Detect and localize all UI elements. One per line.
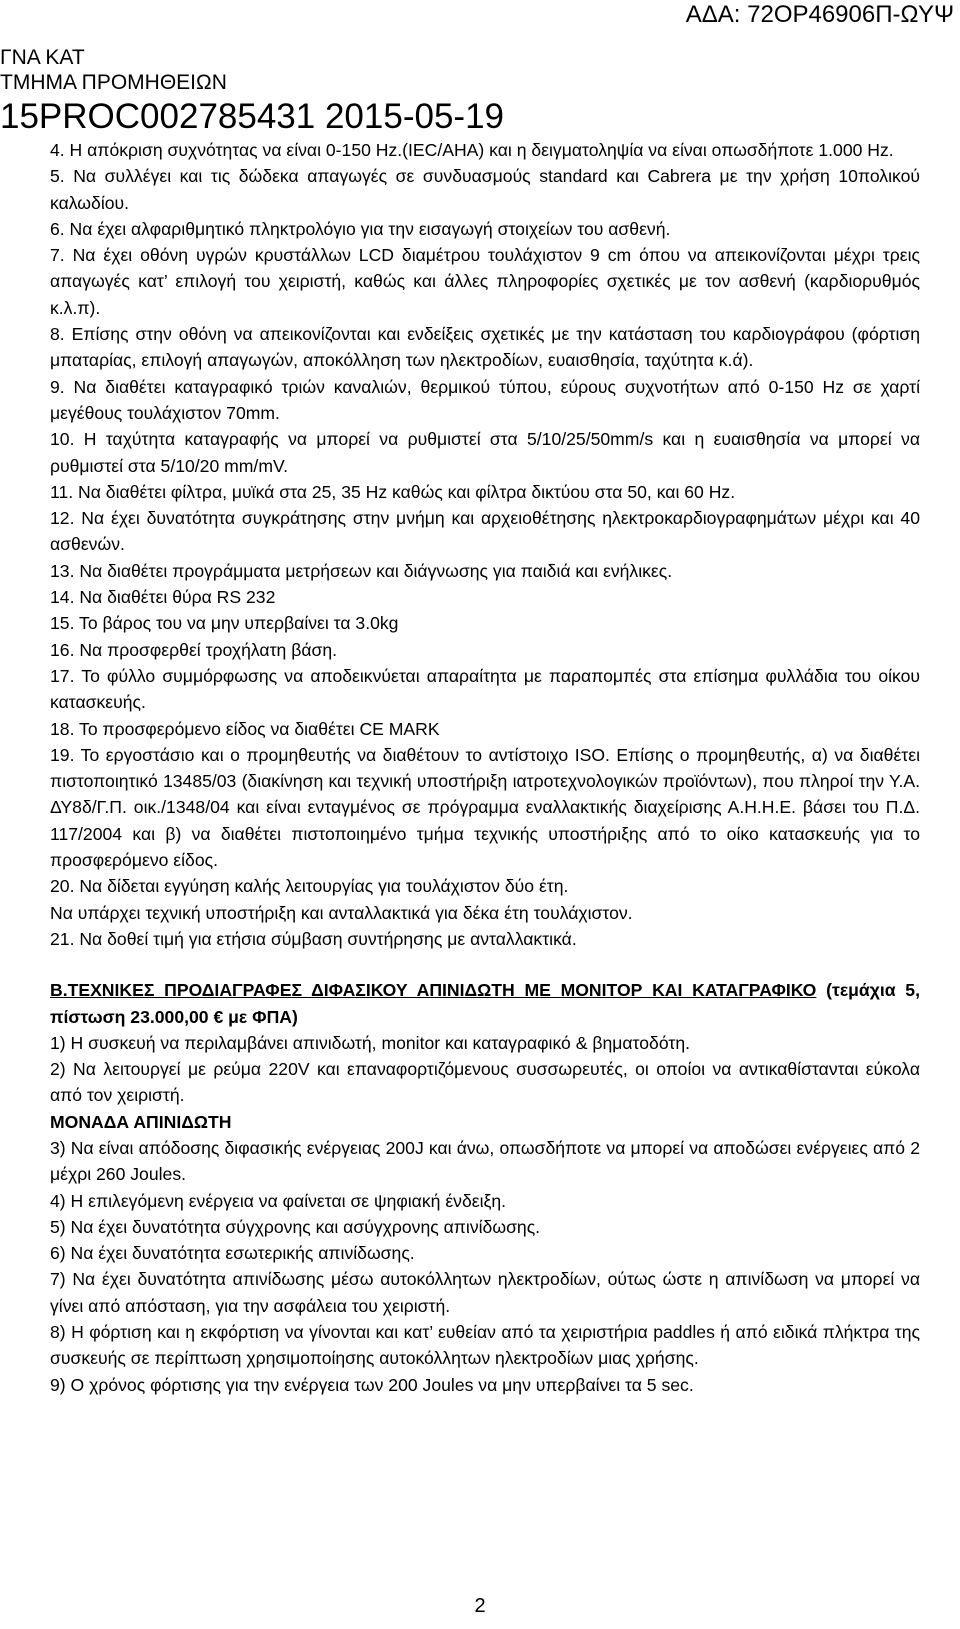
header-department: ΤΜΗΜΑ ΠΡΟΜΗΘΕΙΩΝ <box>0 71 227 94</box>
spec-item-18: 18. Το προσφερόμενο είδος να διαθέτει CE MARK <box>50 718 440 739</box>
spec-item-20-support: Να υπάρχει τεχνική υποστήριξη και ανταλλακτικά για δέκα έτη τουλάχιστον. <box>50 902 633 923</box>
header-hospital: ΓΝΑ ΚΑΤ <box>0 46 85 69</box>
defib-unit-subheading: ΜΟΝΑΔΑ ΑΠΙΝΙΔΩΤΗ <box>50 1111 232 1132</box>
defib-item-8: 8) Η φόρτιση και η εκφόρτιση να γίνονται και κατ’ ευθείαν από τα χειριστήρια paddles ή από ειδικά πλήκτρα της συσκευής σε περίπτωση χρησιμοποίησης αυτοκόλλητων ηλεκτροδίων μιας χρήσης. <box>50 1322 920 1369</box>
spec-item-5: 5. Να συλλέγει και τις δώδεκα απαγωγές σε συνδυασμούς standard και Cabrera με την χρήση 10πολικού καλωδίου. <box>50 166 920 213</box>
defib-item-1: 1) Η συσκευή να περιλαμβάνει απινιδωτή, monitor και καταγραφικό & βηματοδότη. <box>50 1032 690 1053</box>
defib-item-6: 6) Να έχει δυνατότητα εσωτερικής απινίδωσης. <box>50 1243 415 1264</box>
ada-code: ΑΔΑ: 72ΟΡ46906Π-ΩΥΨ <box>685 1 954 28</box>
spec-item-4: 4. Η απόκριση συχνότητας να είναι 0-150 Hz.(IEC/AHA) και η δειγματοληψία να είναι οπωσδήποτε 1.000 Hz. <box>50 140 894 160</box>
defib-item-9: 9) Ο χρόνος φόρτισης για την ενέργεια των 200 Joules να μην υπερβαίνει τα 5 sec. <box>50 1374 694 1395</box>
section-b-title <box>50 977 920 1030</box>
spec-item-6: 6. Να έχει αλφαριθμητικό πληκτρολόγιο για την εισαγωγή στοιχείων του ασθενή. <box>50 218 671 239</box>
spec-item-16: 16. Να προσφερθεί τροχήλατη βάση. <box>50 639 338 660</box>
spec-item-20: 20. Να δίδεται εγγύηση καλής λειτουργίας για τουλάχιστον δύο έτη. <box>50 876 569 897</box>
spec-item-10: 10. Η ταχύτητα καταγραφής να μπορεί να ρυθμιστεί στα 5/10/25/50mm/s και η ευαισθησία να μπορεί να ρυθμιστεί στα 5/10/20 mm/mV. <box>50 429 920 476</box>
spec-item-21: 21. Να δοθεί τιμή για ετήσια σύμβαση συντήρησης με ανταλλακτικά. <box>50 928 577 949</box>
spec-item-17: 17. Το φύλλο συμμόρφωσης να αποδεικνύεται απαραίτητα με παραπομπές στα επίσημα φυλλάδια του οίκου κατασκευής. <box>50 665 920 713</box>
spec-item-13: 13. Να διαθέτει προγράμματα μετρήσεων και διάγνωσης για παιδιά και ενήλικες. <box>50 560 673 581</box>
document-body <box>50 137 920 1398</box>
header-procurement-id: 15PROC002785431 2015-05-19 <box>0 97 504 136</box>
spec-item-19: 19. Το εργοστάσιο και ο προμηθευτής να διαθέτουν το αντίστοιχο ISO. Επίσης ο προμηθευτής, α) να διαθέτει πιστοποιητικό 13485/03 (διακίνηση και τεχνική υποστήριξη ιατροτεχνολογικών προϊόντων), που πληροί την Υ.Α. ΔΥ8δ/Γ.Π. οικ./1348/04 και είναι ενταγμένος σε πρόγραμμα εναλλακτικής διαχείρισης Α.Η.Η.Ε. βάσει του Π.Δ. 117/2004 και β) να διαθέτει πιστοποιημένο τμήμα τεχνικής υποστήριξης από το οίκο κατασκευής για το προσφερόμενο είδος. <box>50 744 920 871</box>
spec-item-14: 14. Να διαθέτει θύρα RS 232 <box>50 587 276 608</box>
section-b-title-quantity: (τεμάχια 5, πίστωση 23.000,00 € με ΦΠΑ) <box>50 980 920 1027</box>
section-b-title-underlined: Β.ΤΕΧΝΙΚΕΣ ΠΡΟΔΙΑΓΡΑΦΕΣ ΔΙΦΑΣΙΚΟΥ ΑΠΙΝΙΔΩΤΗ ΜΕ ΜΟΝΙΤΟΡ ΚΑΙ ΚΑΤΑΓΡΑΦΙΚΟ <box>50 980 817 1001</box>
defib-item-5: 5) Να έχει δυνατότητα σύγχρονης και ασύγχρονης απινίδωσης. <box>50 1216 541 1237</box>
spec-item-9: 9. Να διαθέτει καταγραφικό τριών καναλιών, θερμικού τύπου, εύρους συχνοτήτων από 0-150 Hz σε χαρτί μεγέθους τουλάχιστον 70mm. <box>50 376 920 423</box>
page-number: 2 <box>474 1595 486 1617</box>
spec-item-11: 11. Να διαθέτει φίλτρα, μυϊκά στα 25, 35 Hz καθώς και φίλτρα δικτύου στα 50, και 60 Hz. <box>50 481 736 502</box>
defib-item-3: 3) Να είναι απόδοσης διφασικής ενέργειας 200J και άνω, οπωσδήποτε να μπορεί να αποδώσει ενέργειες από 2 μέχρι 260 Joules. <box>50 1137 920 1185</box>
defib-item-2: 2) Να λειτουργεί με ρεύμα 220V και επαναφορτιζόμενους συσσωρευτές, οι οποίοι να αντικαθίστανται εύκολα από τον χειριστή. <box>50 1059 920 1106</box>
defib-item-4: 4) Η επιλεγόμενη ενέργεια να φαίνεται σε ψηφιακή ένδειξη. <box>50 1190 507 1211</box>
spec-item-7: 7. Να έχει οθόνη υγρών κρυστάλλων LCD διαμέτρου τουλάχιστον 9 cm όπου να απεικονίζονται μέχρι τρεις απαγωγές κατ’ επιλογή του χειριστή, καθώς και άλλες πληροφορίες σχετικές με τον ασθενή (καρδιορυθμός κ.λ.π). <box>50 245 920 318</box>
defib-item-7: 7) Να έχει δυνατότητα απινίδωσης μέσω αυτοκόλλητων ηλεκτροδίων, ούτως ώστε η απινίδωση να μπορεί να γίνει από απόσταση, για την ασφάλεια του χειριστή. <box>50 1269 920 1316</box>
section-gap <box>50 952 920 977</box>
spec-item-8: 8. Επίσης στην οθόνη να απεικονίζονται και ενδείξεις σχετικές με την κατάσταση του καρδιογράφου (φόρτιση μπαταρίας, επιλογή απαγωγών, αποκόλληση των ηλεκτροδίων, ευαισθησία, ταχύτητα κ.ά). <box>50 324 920 371</box>
spec-item-12: 12. Να έχει δυνατότητα συγκράτησης στην μνήμη και αρχειοθέτησης ηλεκτροκαρδιογραφημάτων μέχρι και 40 ασθενών. <box>50 508 920 555</box>
spec-item-15: 15. Το βάρος του να μην υπερβαίνει τα 3.0kg <box>50 613 399 634</box>
